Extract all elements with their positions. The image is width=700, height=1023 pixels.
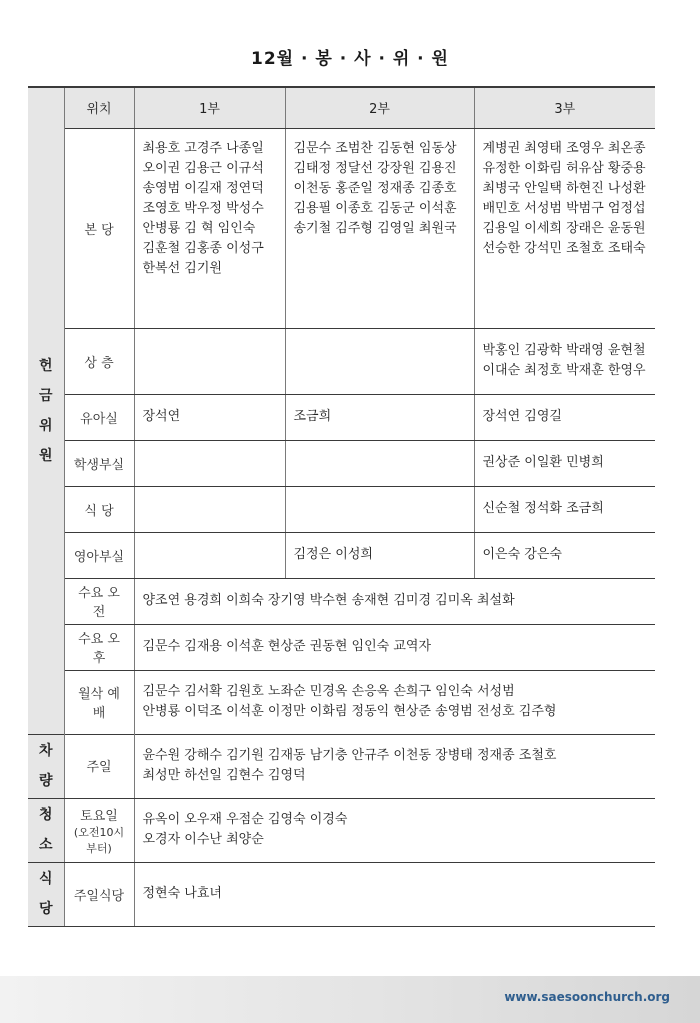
page-title: 12월 · 봉 · 사 · 위 · 원 [251,49,449,69]
name-line: 김태정 정달선 강장원 김용진 [293,160,457,176]
name-line: 김문수 조범찬 김동현 임동상 [293,140,457,156]
position-label: 영아부실 [64,532,134,578]
name-line: 김훈철 김홍종 이성구 [142,240,264,256]
name-line: 배민호 서성범 박범구 엄정섭 [482,200,646,216]
row-student-room [28,440,655,486]
names-all: 김문수 김재용 이석훈 현상준 권동현 임인숙 교역자 [134,624,655,670]
names-service-1 [134,440,285,486]
names-service-3: 이은숙 강은숙 [474,532,655,578]
names-service-1 [134,486,285,532]
names-all: 양조연 용경희 이희숙 장기영 박수현 송재현 김미경 김미옥 최설화 [134,578,655,624]
name-line: 송영범 이길재 정연덕 [142,180,264,196]
names-all [134,734,655,798]
name-line: 유옥이 오우재 우점순 김영숙 이경숙 [142,812,348,827]
row-wednesday-morning [28,578,655,624]
volunteer-schedule-table [28,86,655,927]
position-label: 식 당 [64,486,134,532]
position-label: 학생부실 [64,440,134,486]
names-service-1 [134,328,285,394]
names-all [134,670,655,734]
name-line: 박홍인 김광학 박래영 윤현철 [482,343,646,358]
category-cleaning: 청소 [28,798,64,862]
names-service-2 [285,328,474,394]
name-line: 안병룡 김 혁 임인숙 [142,220,256,236]
name-line: 선승한 강석민 조철호 조태숙 [482,240,646,256]
names-service-2: 김정은 이성희 [285,532,474,578]
name-line: 최병국 안일택 하현진 나성환 [482,180,646,196]
position-label: 수요 오후 [64,624,134,670]
names-service-1 [134,532,285,578]
names-service-2 [285,128,474,328]
website-url: www.saesoonchurch.org [504,990,670,1004]
name-line: 이대순 최정호 박재훈 한영우 [482,363,646,378]
names-service-1: 장석연 [134,394,285,440]
names-service-2 [285,486,474,532]
row-dining [28,486,655,532]
name-line: 조영호 박우정 박성수 [142,200,264,216]
names-all: 정현숙 나효녀 [134,862,655,926]
names-service-3 [474,328,655,394]
position-label: 월삭 예배 [64,670,134,734]
name-line: 송기철 김주형 김영일 최원국 [293,220,457,236]
names-service-3: 신순철 정석화 조금희 [474,486,655,532]
position-label: 수요 오전 [64,578,134,624]
row-cleaning-saturday [28,798,655,862]
name-line: 김용필 이종호 김동군 이석훈 [293,200,457,216]
position-sub: (오전10시부터) [73,825,125,855]
row-vehicle-sunday [28,734,655,798]
names-service-3: 권상준 이일환 민병희 [474,440,655,486]
name-line: 김문수 김서확 김원호 노좌순 민경옥 손응옥 손희구 임인숙 서성범 [142,684,515,699]
header-service-2: 2부 [285,87,474,128]
name-line: 최성만 하선일 김현수 김영덕 [142,767,306,783]
name-line: 오경자 이수난 최양순 [142,832,264,847]
row-kitchen-sunday [28,862,655,926]
row-infant-room [28,532,655,578]
names-all [134,798,655,862]
position-label: 상 층 [64,328,134,394]
name-line: 안병룡 이덕조 이석훈 이정만 이화림 정동익 현상준 송영범 전성호 김주형 [142,704,557,719]
header-service-1: 1부 [134,87,285,128]
row-wednesday-afternoon [28,624,655,670]
name-line: 이천동 홍준일 정재종 김종호 [293,180,457,196]
row-upper-floor [28,328,655,394]
position-label [64,798,134,862]
names-service-3: 장석연 김영길 [474,394,655,440]
names-service-1 [134,128,285,328]
row-monthly-service [28,670,655,734]
position-label: 본 당 [64,128,134,328]
position-label: 주일 [64,734,134,798]
name-line: 김용일 이세희 장래은 윤동원 [482,220,646,236]
name-line: 오이권 김용근 이규석 [142,160,264,176]
position-main: 토요일 [80,808,118,824]
category-vehicle: 차량 [28,734,64,798]
name-line: 유정한 이화림 허유삼 황중용 [482,160,646,176]
header-row [28,87,655,128]
name-line: 최용호 고경주 나종일 [142,140,264,156]
header-service-3: 3부 [474,87,655,128]
category-offering: 헌금위원 [28,87,64,734]
row-nursery [28,394,655,440]
row-main-hall [28,128,655,328]
names-service-2: 조금희 [285,394,474,440]
names-service-3 [474,128,655,328]
names-service-2 [285,440,474,486]
name-line: 계병권 최영태 조영우 최온종 [482,140,646,156]
category-kitchen: 식당 [28,862,64,926]
name-line: 한복선 김기원 [142,260,222,276]
header-position: 위치 [64,87,134,128]
name-line: 윤수원 강해수 김기원 김재동 남기충 안규주 이천동 장병태 정재종 조철호 [142,747,557,763]
position-label: 유아실 [64,394,134,440]
position-label: 주일식당 [64,862,134,926]
